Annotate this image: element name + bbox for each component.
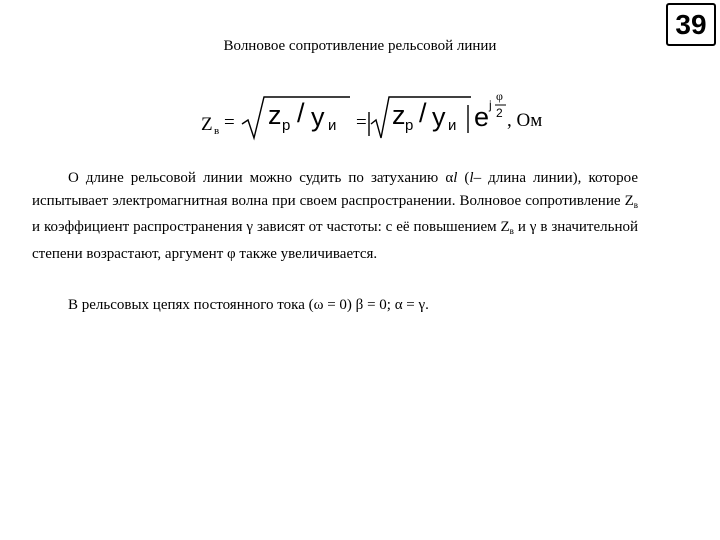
fraction-slash-1: /	[297, 98, 305, 128]
numerator-var-1: z	[268, 100, 282, 130]
formula-unit: , Ом	[507, 110, 543, 131]
denominator-sub-2: и	[448, 117, 457, 134]
denominator-sub-1: и	[328, 117, 337, 134]
paragraph-dc-circuits: В рельсовых цепях постоянного тока (ω = 0) β = 0; α = γ.	[68, 297, 429, 313]
formula-lhs-subscript: в	[214, 125, 220, 137]
exponent-two: 2	[496, 106, 503, 120]
slide-title: Волновое сопротивление рельсовой линии	[223, 38, 497, 54]
p1-sub-1: в	[633, 199, 638, 210]
numerator-sub-2: р	[405, 117, 414, 134]
abs-bar-right	[466, 103, 472, 135]
denominator-var-1: y	[311, 102, 325, 132]
formula-lhs-symbol: Z	[201, 114, 213, 135]
formula-equals-1: =	[224, 112, 235, 133]
p1-var-l: l	[453, 170, 458, 186]
exponent-j: j	[489, 98, 492, 112]
numerator-sub-1: р	[282, 117, 291, 134]
denominator-var-2: y	[432, 102, 446, 132]
impedance-formula	[0, 0, 720, 160]
exponent-phi: φ	[496, 89, 503, 103]
fraction-slash-2: /	[419, 98, 427, 128]
p1-text-f: и коэффициент распространения γ зависят от частоты: с её повышением Z	[32, 219, 510, 235]
p1-text-a: О длине рельсовой линии можно судить по затуханию α	[68, 170, 454, 186]
exponent-base: e	[474, 102, 490, 132]
formula-equals-2: =	[356, 112, 367, 133]
numerator-var-2: z	[392, 100, 406, 130]
paragraph-attenuation	[32, 167, 638, 265]
slide-number: 39	[666, 3, 716, 46]
p1-text-g: и γ в значительной степени возрастают, аргумент φ также увеличивается.	[32, 219, 638, 262]
p1-var-l-2: l	[469, 170, 474, 186]
p1-text-e: – длина линии), которое испытывает электромагнитная волна при своем распространении. Волновое сопротивление Z	[32, 170, 638, 209]
p1-text-c: (	[457, 170, 470, 186]
p1-sub-2: в	[509, 226, 514, 236]
